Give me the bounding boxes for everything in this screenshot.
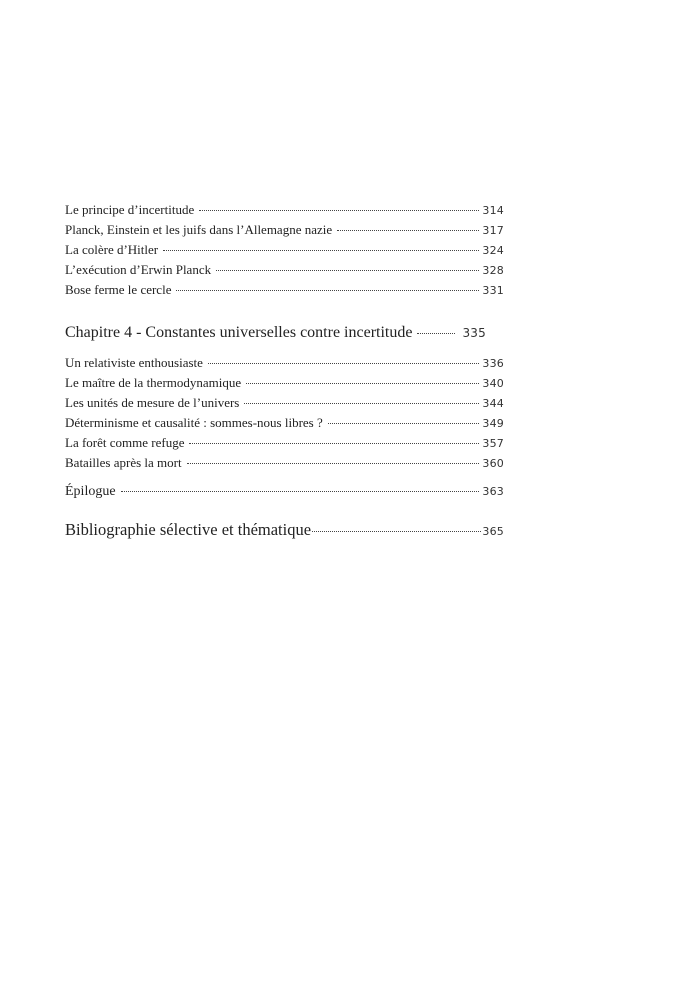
toc-entry	[65, 435, 504, 451]
dot-leader	[189, 442, 479, 444]
toc-entry-page: 324	[482, 244, 504, 257]
bibliography-page: 365	[482, 525, 504, 538]
dot-leader	[244, 402, 479, 404]
toc-entry-title: Déterminisme et causalité : sommes-nous libres ?	[65, 415, 323, 430]
toc-entry-title: Batailles après la mort	[65, 455, 182, 470]
toc-entry-title: La forêt comme refuge	[65, 435, 185, 450]
toc-entry-page: 344	[482, 397, 504, 410]
toc-entry-page: 328	[482, 264, 504, 277]
dot-leader	[208, 362, 479, 364]
toc-entry-title: Bose ferme le cercle	[65, 282, 172, 297]
toc-entry-page: 317	[482, 224, 504, 237]
dot-leader	[417, 332, 455, 334]
toc-entry-page: 349	[482, 417, 504, 430]
dot-leader	[199, 209, 479, 211]
dot-leader	[246, 382, 479, 384]
toc-entry-page: 357	[482, 437, 504, 450]
dot-leader	[187, 462, 479, 464]
toc-entry-page: 360	[482, 457, 504, 470]
dot-leader	[163, 249, 479, 251]
toc-bibliography-entry	[65, 520, 504, 540]
dot-leader	[312, 530, 481, 532]
toc-epilogue-entry	[65, 484, 504, 500]
toc-entry-page: 331	[482, 284, 504, 297]
toc-entry-title: Le maître de la thermodynamique	[65, 375, 242, 390]
toc-entry-title: Les unités de mesure de l’univers	[65, 395, 240, 410]
bibliography-title: Bibliographie sélective et thématique	[65, 520, 312, 539]
toc-entry	[65, 375, 504, 391]
toc-entry-title: Un relativiste enthousiaste	[65, 355, 203, 370]
dot-leader	[337, 229, 479, 231]
toc-entry	[65, 455, 504, 471]
toc-entry	[65, 355, 504, 371]
chapter-page: 335	[462, 326, 486, 340]
epilogue-title: Épilogue	[65, 484, 116, 499]
toc-entry	[65, 222, 504, 238]
toc-entry	[65, 242, 504, 258]
chapter-title: Chapitre 4 - Constantes universelles contre incertitude	[65, 324, 413, 341]
dot-leader	[176, 289, 479, 291]
dot-leader	[216, 269, 479, 271]
toc-entry-title: L’exécution d’Erwin Planck	[65, 262, 212, 277]
toc-entry	[65, 202, 504, 218]
toc-entry-title: Planck, Einstein et les juifs dans l’Allemagne nazie	[65, 222, 333, 237]
toc-entry	[65, 415, 504, 431]
toc-entry-page: 336	[482, 357, 504, 370]
epilogue-page: 363	[482, 485, 504, 498]
dot-leader	[328, 422, 479, 424]
toc-entry-title: La colère d’Hitler	[65, 242, 159, 257]
toc-entry	[65, 282, 504, 298]
toc-entry-page: 314	[482, 204, 504, 217]
toc-entry-title: Le principe d’incertitude	[65, 202, 195, 217]
toc-entry	[65, 262, 504, 278]
toc-chapter-entry	[65, 324, 504, 342]
toc-entry-page: 340	[482, 377, 504, 390]
toc-entry	[65, 395, 504, 411]
dot-leader	[121, 490, 479, 492]
